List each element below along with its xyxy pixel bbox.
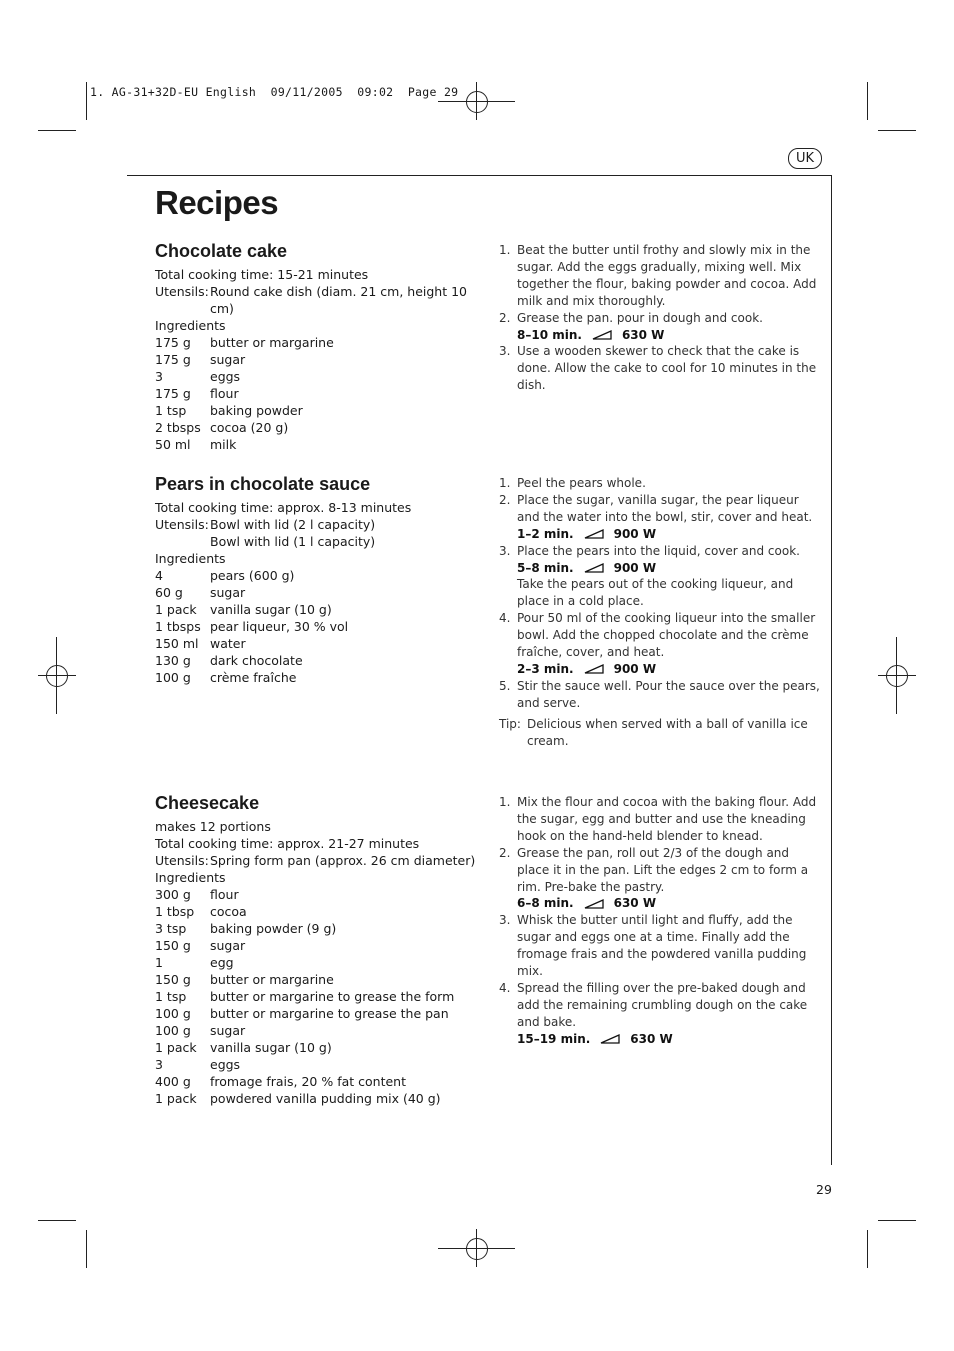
power-level-icon — [584, 899, 604, 909]
portions: makes 12 portions — [155, 819, 271, 834]
step-item: 5. Stir the sauce well. Pour the sauce over the pears, and serve. — [499, 678, 820, 710]
ingredients-heading: Ingredients — [155, 870, 226, 885]
ingredient-row: 150 g sugar — [155, 938, 246, 953]
recipe-title: Pears in chocolate sauce — [155, 474, 371, 494]
ingredients-heading: Ingredients — [155, 551, 226, 566]
step-item: 1. Mix the flour and cocoa with the baking flour. Add the sugar, egg and butter and use the kneading hook on the hand-held blender to knead. — [499, 795, 817, 843]
ingredient-row: 300 g flour — [155, 887, 239, 902]
step-item: 4. Pour 50 ml of the cooking liqueur into the smaller bowl. Add the chopped chocolate and the crème fraîche, cover, and heat. — [499, 611, 816, 660]
utensils: Utensils: Spring form pan (approx. 26 cm diameter) — [155, 853, 476, 868]
recipe-title: Cheesecake — [155, 793, 260, 813]
ingredient-row: 3 eggs — [155, 1057, 241, 1072]
step-item: 1. Peel the pears whole. — [499, 476, 646, 490]
tip: Tip: Delicious when served with a ball of vanilla ice cream. — [499, 716, 808, 748]
ingredient-row: 1 pack powdered vanilla pudding mix (40 g) — [155, 1091, 441, 1106]
power-level-icon — [592, 330, 612, 340]
page-number: 29 — [816, 1182, 832, 1197]
microwave-setting: 1–2 min. 900 W — [517, 526, 657, 541]
steps-chocolate-cake — [499, 242, 821, 394]
frame-right-rule — [831, 175, 832, 1165]
microwave-setting: 5–8 min. 900 W — [517, 560, 657, 575]
utensils: Utensils: Bowl with lid (2 l capacity) — [155, 517, 376, 532]
microwave-setting: 6–8 min. 630 W — [517, 896, 657, 911]
ingredient-row: 1 tbsp cocoa — [155, 904, 247, 919]
ingredient-row: 150 g butter or margarine — [155, 972, 334, 987]
ingredient-row: 100 g butter or margarine to grease the pan — [155, 1006, 449, 1021]
ingredient-row: 175 g sugar — [155, 352, 246, 367]
step-item: 3. Use a wooden skewer to check that the cake is done. Allow the cake to cool for 10 minutes in the dish. — [499, 344, 817, 393]
cooking-time: Total cooking time: approx. 21-27 minutes — [155, 836, 420, 851]
utensils-continued: Bowl with lid (1 l capacity) — [210, 534, 376, 549]
ingredients-heading: Ingredients — [155, 318, 226, 333]
steps-pears-in-chocolate-sauce — [499, 475, 821, 750]
microwave-setting: 2–3 min. 900 W — [517, 661, 657, 676]
page-title: Recipes — [155, 184, 279, 221]
recipe-cheesecake — [155, 792, 485, 1107]
ingredient-row: 175 g butter or margarine — [155, 335, 334, 350]
recipe-title: Chocolate cake — [155, 241, 288, 261]
ingredient-row: 50 ml milk — [155, 437, 237, 452]
ingredient-row: 400 g fromage frais, 20 % fat content — [155, 1074, 407, 1089]
ingredient-row: 100 g sugar — [155, 1023, 246, 1038]
microwave-setting: 15–19 min. 630 W — [517, 1031, 673, 1046]
power-level-icon — [584, 529, 604, 539]
print-header: 1. AG-31+32D-EU English 09/11/2005 09:02 Page 29 — [90, 85, 459, 99]
recipe-chocolate-cake — [155, 240, 485, 453]
microwave-setting: 8–10 min. 630 W — [517, 327, 665, 342]
ingredient-row: 100 g crème fraîche — [155, 670, 297, 685]
ingredient-row: 175 g flour — [155, 386, 239, 401]
ingredient-row: 60 g sugar — [155, 585, 246, 600]
ingredient-row: 1 tbsps pear liqueur, 30 % vol — [155, 619, 349, 634]
cooking-time: Total cooking time: approx. 8-13 minutes — [155, 500, 412, 515]
ingredient-row: 3 tsp baking powder (9 g) — [155, 921, 337, 936]
ingredient-row: 1 pack vanilla sugar (10 g) — [155, 1040, 332, 1055]
language-badge: UK — [788, 148, 822, 169]
power-level-icon — [600, 1034, 620, 1044]
step-item: 4. Spread the filling over the pre-baked dough and add the remaining crumbling dough on the cake and bake. — [499, 980, 808, 1029]
step-item: 2. Grease the pan. pour in dough and cook. — [499, 310, 763, 325]
utensils: Utensils: Round cake dish (diam. 21 cm, height 10 cm) — [155, 284, 467, 316]
ingredient-row: 1 tsp baking powder — [155, 403, 303, 418]
step-item: 3. Place the pears into the liquid, cover and cook. — [499, 543, 800, 558]
steps-cheesecake — [499, 794, 821, 1048]
step-item: 3. Whisk the butter until light and fluffy, add the sugar and eggs one at a time. Finally add the fromage frais and the powdered vanilla pudding mix. — [499, 913, 807, 979]
frame-top-rule — [127, 175, 832, 176]
ingredient-row: 150 ml water — [155, 636, 246, 651]
step-item: 2. Grease the pan, roll out 2/3 of the dough and place it in the pan. Lift the edges 2 cm to form a rim. Pre-bake the pastry. — [499, 845, 809, 894]
ingredient-row: 130 g dark chocolate — [155, 653, 303, 668]
ingredient-row: 1 egg — [155, 955, 234, 970]
power-level-icon — [584, 563, 604, 573]
ingredient-row: 1 tsp butter or margarine to grease the form — [155, 989, 455, 1004]
step-item: 1. Beat the butter until frothy and slowly mix in the sugar. Add the eggs gradually, mixing well. Mix together the flour, baking powder and cocoa. Add milk and mix thoroughly. — [499, 243, 817, 308]
step-continuation: Take the pears out of the cooking liqueur, and place in a cold place. — [517, 577, 794, 609]
ingredient-row: 4 pears (600 g) — [155, 568, 295, 583]
recipe-pears-in-chocolate-sauce — [155, 473, 485, 686]
step-item: 2. Place the sugar, vanilla sugar, the pear liqueur and the water into the bowl, stir, cover and heat. — [499, 492, 813, 524]
ingredient-row: 3 eggs — [155, 369, 241, 384]
power-level-icon — [584, 664, 604, 674]
cooking-time: Total cooking time: 15-21 minutes — [155, 267, 369, 282]
ingredient-row: 2 tbsps cocoa (20 g) — [155, 420, 289, 435]
ingredient-row: 1 pack vanilla sugar (10 g) — [155, 602, 332, 617]
